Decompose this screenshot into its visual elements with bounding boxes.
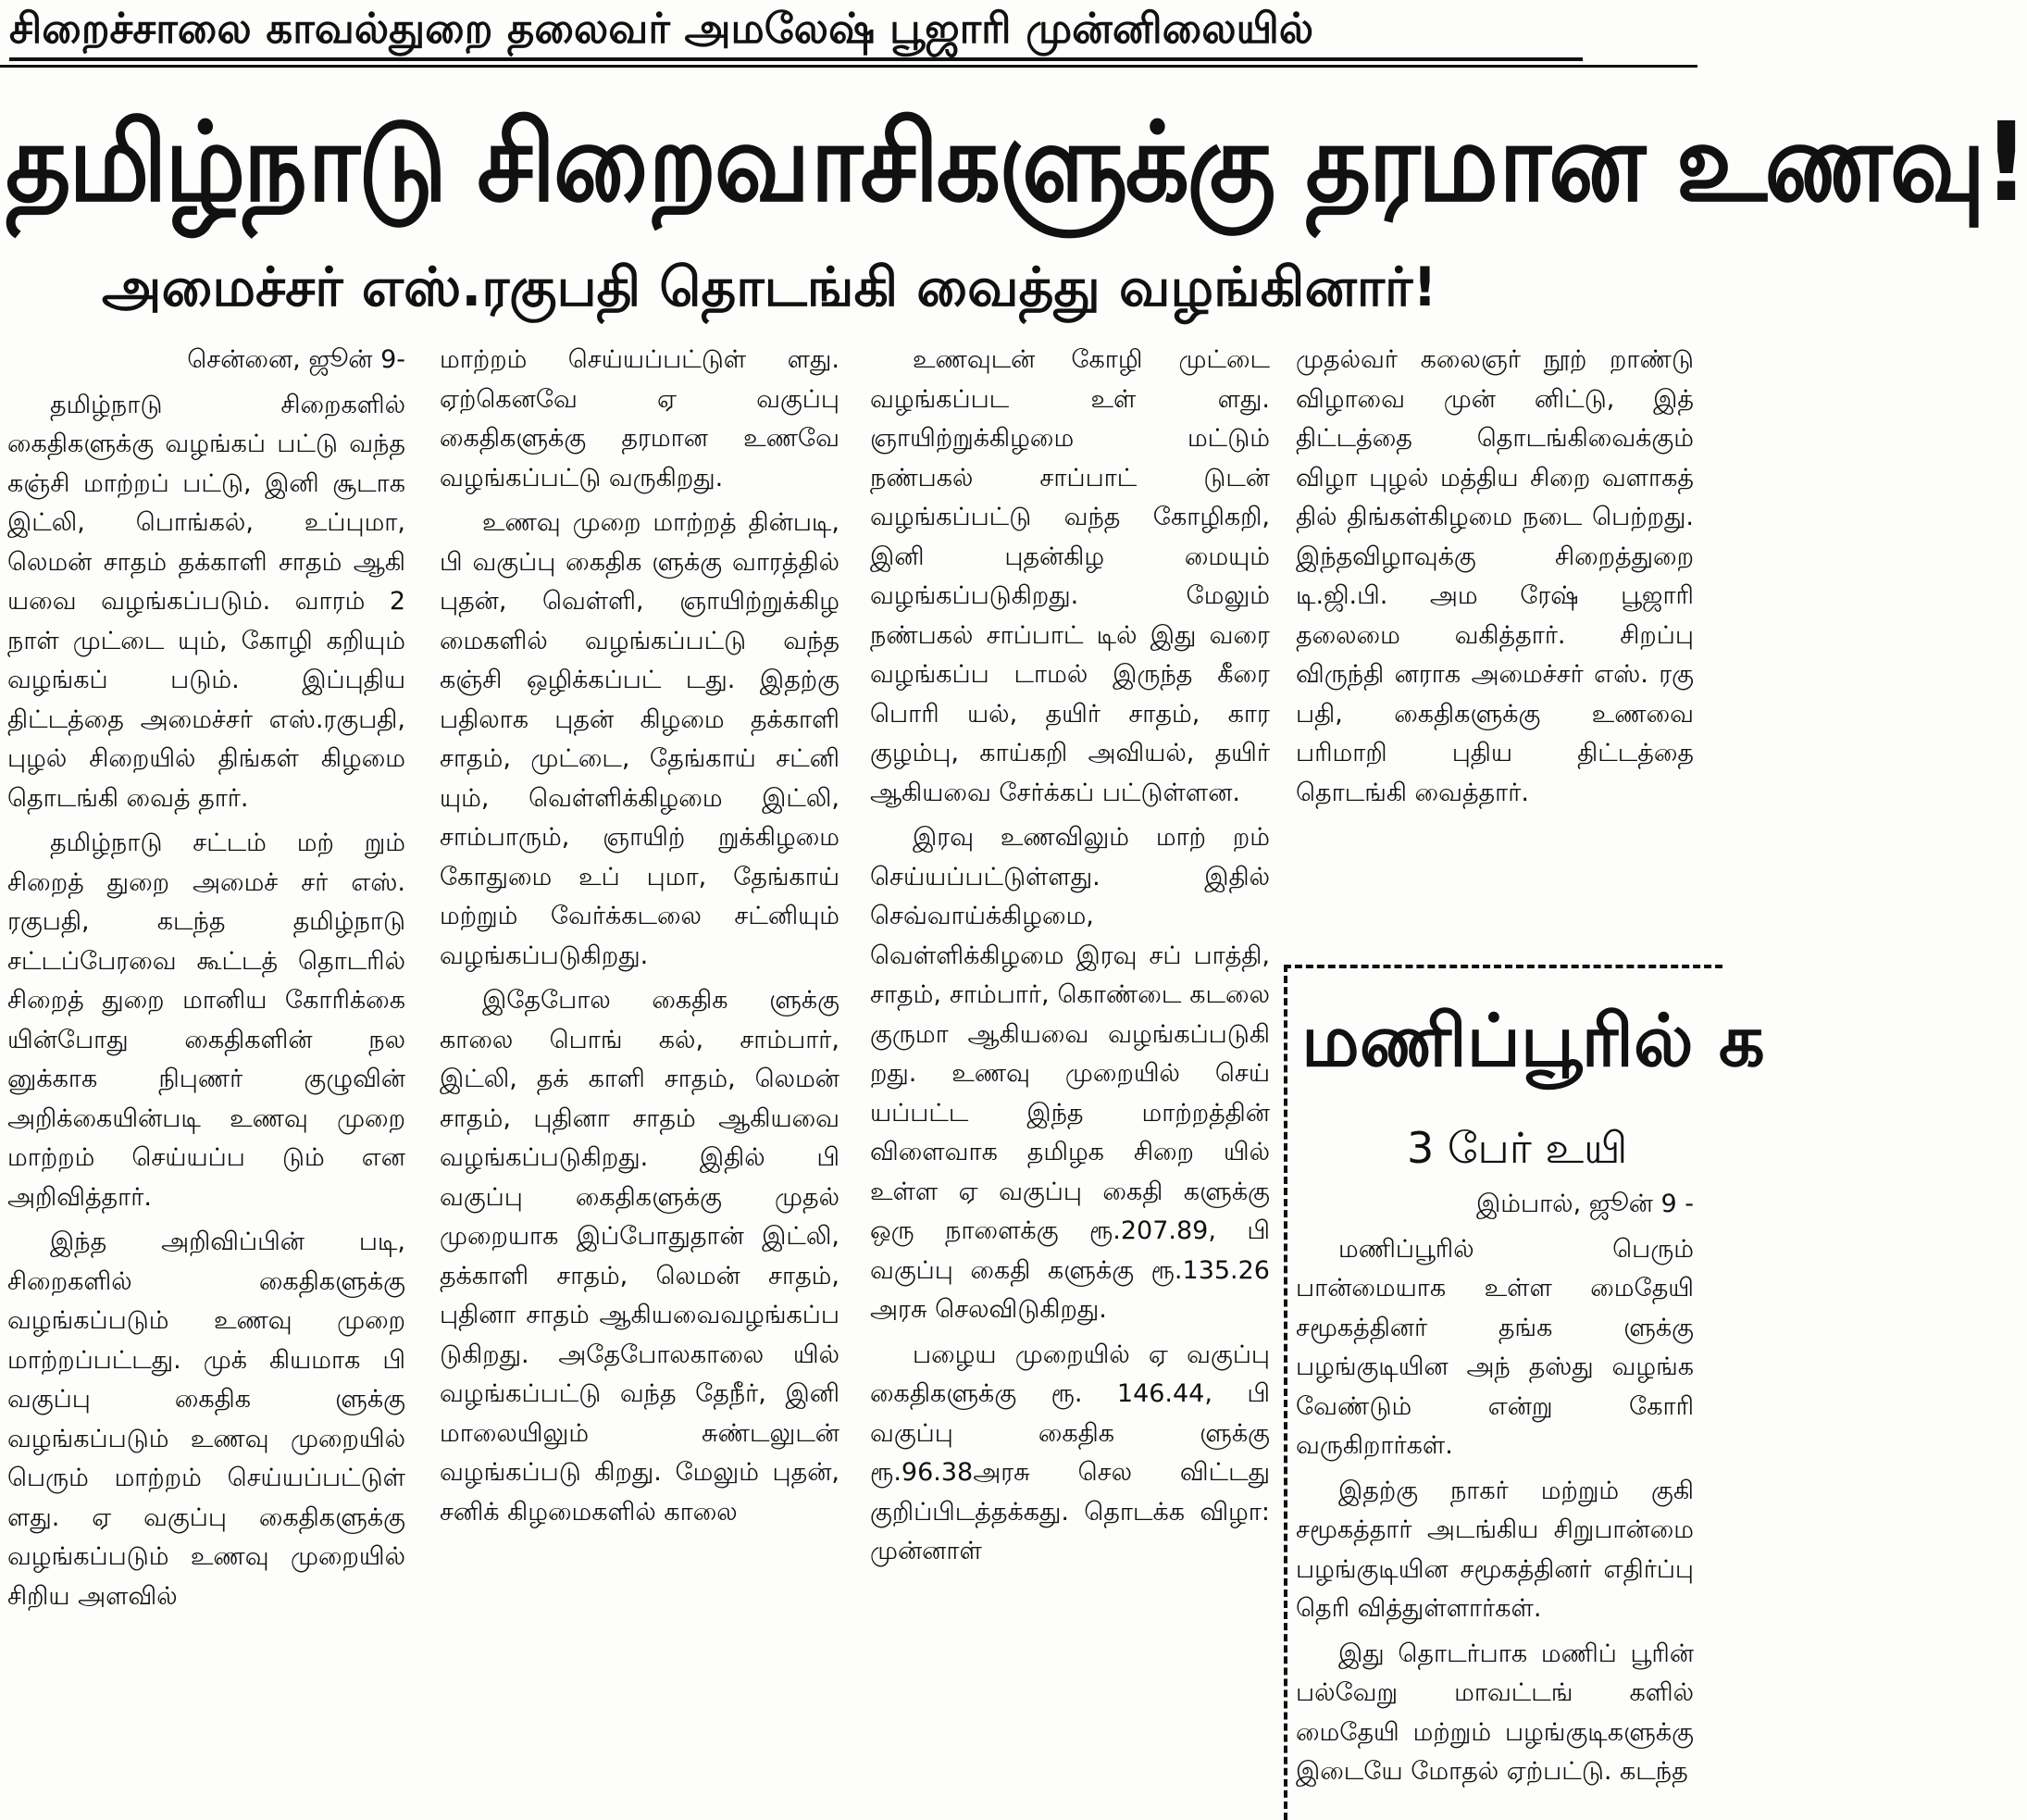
kicker-line: சிறைச்சாலை காவல்துறை தலைவர் அமலேஷ் பூஜாரி முன்னிலையில் (9, 0, 1583, 61)
sidebar-paragraph: மணிப்பூரில் பெரும் பான்மையாக உள்ள மைதேயி சமூகத்தினர் தங்க ளுக்கு பழங்குடியின அந் தஸ்து வழங்க வேண்டும் என்று கோரி வருகிறார்கள். (1296, 1234, 1694, 1460)
article-column-4 (1296, 341, 1694, 961)
sidebar-article (1296, 1185, 1694, 1787)
article-paragraph: உணவு முறை மாற்றத் தின்படி, பி வகுப்பு கைதிக ளுக்கு வாரத்தில் புதன், வெள்ளி, ஞாயிற்றுக்கிழ மைகளில் வழங்கப்பட்டு வந்த கஞ்சி ஒழிக்கப்பட் டது. இதற்கு பதிலாக புதன் கிழமை தக்காளி சாதம், முட்டை, தேங்காய் சட்னி யும், வெள்ளிக்கிழமை இட்லி, சாம்பாரும், ஞாயிற் றுக்கிழமை கோதுமை உப் புமா, தேங்காய் மற்றும் வேர்க்கடலை சட்னியும் வழங்கப்படுகிறது. (440, 508, 839, 970)
sub-headline: அமைச்சர் எஸ்.ரகுபதி தொடங்கி வைத்து வழங்கினார்! (102, 256, 1437, 318)
main-headline: தமிழ்நாடு சிறைவாசிகளுக்கு தரமான உணவு! (6, 98, 2027, 226)
dateline: சென்னை, ஜூன் 9- (187, 345, 405, 374)
sidebar-subheadline: 3 பேர் உயி (1407, 1123, 1628, 1173)
article-paragraph: பழைய முறையில் ஏ வகுப்பு கைதிகளுக்கு ரூ. 146.44, பி வகுப்பு கைதிக ளுக்கு ரூ.96.38அரசு செல விட்டது குறிப்பிடத்தக்கது. தொடக்க விழா: முன்னாள் (870, 1340, 1270, 1565)
article-column-1 (7, 341, 405, 1785)
article-column-2 (440, 341, 839, 1785)
sidebar-dateline: இம்பால், ஜூன் 9 - (1475, 1190, 1694, 1218)
sidebar-headline: மணிப்பூரில் க (1301, 1000, 1765, 1083)
article-paragraph: முதல்வர் கலைஞர் நூற் றாண்டு விழாவை முன் னிட்டு, இத் திட்டத்தை தொடங்கிவைக்கும் விழா புழல் மத்திய சிறை வளாகத் தில் திங்கள்கிழமை நடை பெற்றது. இந்தவிழாவுக்கு சிறைத்துறை டி.ஜி.பி. அம ரேஷ் பூஜாரி தலைமை வகித்தார். சிறப்பு விருந்தி னராக அமைச்சர் எஸ். ரகு பதி, கைதிகளுக்கு உணவை பரிமாறி புதிய திட்டத்தை தொடங்கி வைத்தார். (1296, 345, 1694, 807)
article-paragraph: உணவுடன் கோழி முட்டை வழங்கப்பட உள் ளது. ஞாயிற்றுக்கிழமை மட்டும் நண்பகல் சாப்பாட் டுடன் வழங்கப்பட்டு வந்த கோழிகறி, இனி புதன்கிழ மையும் வழங்கப்படுகிறது. மேலும் நண்பகல் சாப்பாட் டில் இது வரை வழங்கப்ப டாமல் இருந்த கீரை பொரி யல், தயிர் சாதம், கார குழம்பு, காய்கறி அவியல், தயிர் ஆகியவை சேர்க்கப் பட்டுள்ளன. (870, 345, 1270, 807)
top-rule (0, 65, 1697, 68)
article-column-3 (870, 341, 1270, 1785)
article-paragraph: இந்த அறிவிப்பின் படி, சிறைகளில் கைதிகளுக்கு வழங்கப்படும் உணவு முறை மாற்றப்பட்டது. முக் கியமாக பி வகுப்பு கைதிக ளுக்கு வழங்கப்படும் உணவு முறையில் பெரும் மாற்றம் செய்யப்பட்டுள் ளது. ஏ வகுப்பு கைதிகளுக்கு வழங்கப்படும் உணவு முறையில் சிறிய அளவில் (7, 1228, 405, 1611)
sidebar-paragraph: இது தொடர்பாக மணிப் பூரின் பல்வேறு மாவட்டங் களில் மைதேயி மற்றும் பழங்குடிகளுக்கு இடையே மோதல் ஏற்பட்டு. கடந்த (1296, 1639, 1694, 1786)
article-paragraph: இதேபோல கைதிக ளுக்கு காலை பொங் கல், சாம்பார், இட்லி, தக் காளி சாதம், லெமன் சாதம், புதினா சாதம் ஆகியவை வழங்கப்படுகிறது. இதில் பி வகுப்பு கைதிகளுக்கு முதல் முறையாக இப்போதுதான் இட்லி, தக்காளி சாதம், லெமன் சாதம், புதினா சாதம் ஆகியவைவழங்கப்ப டுகிறது. அதேபோலகாலை யில் வழங்கப்பட்டு வந்த தேநீர், இனி மாலையிலும் சுண்டலுடன் வழங்கப்படு கிறது. மேலும் புதன், சனிக் கிழமைகளில் காலை (440, 986, 839, 1527)
article-paragraph: தமிழ்நாடு சிறைகளில் கைதிகளுக்கு வழங்கப் பட்டு வந்த கஞ்சி மாற்றப் பட்டு, இனி சூடாக இட்லி, பொங்கல், உப்புமா, லெமன் சாதம் தக்காளி சாதம் ஆகி யவை வழங்கப்படும். வாரம் 2 நாள் முட்டை யும், கோழி கறியும் வழங்கப் படும். இப்புதிய திட்டத்தை அமைச்சர் எஸ்.ரகுபதி, புழல் சிறையில் திங்கள் கிழமை தொடங்கி வைத் தார். (7, 390, 405, 813)
article-paragraph: மாற்றம் செய்யப்பட்டுள் ளது. ஏற்கெனவே ஏ வகுப்பு கைதிகளுக்கு தரமான உணவே வழங்கப்பட்டு வருகிறது. (440, 345, 839, 492)
article-paragraph: இரவு உணவிலும் மாற் றம் செய்யப்பட்டுள்ளது. இதில் செவ்வாய்க்கிழமை, வெள்ளிக்கிழமை இரவு சப் பாத்தி, சாதம், சாம்பார், கொண்டை கடலை குருமா ஆகியவை வழங்கப்படுகி றது. உணவு முறையில் செய் யப்பட்ட இந்த மாற்றத்தின் விளைவாக தமிழக சிறை யில் உள்ள ஏ வகுப்பு கைதி களுக்கு ஒரு நாளைக்கு ரூ.207.89, பி வகுப்பு கைதி களுக்கு ரூ.135.26 அரசு செலவிடுகிறது. (870, 823, 1270, 1324)
sidebar-paragraph: இதற்கு நாகர் மற்றும் குகி சமூகத்தார் அடங்கிய சிறுபான்மை பழங்குடியின சமூகத்தினர் எதிர்ப்பு தெரி வித்துள்ளார்கள். (1296, 1476, 1694, 1623)
article-paragraph: தமிழ்நாடு சட்டம் மற் றும் சிறைத் துறை அமைச் சர் எஸ். ரகுபதி, கடந்த தமிழ்நாடு சட்டப்பேரவை கூட்டத் தொடரில் சிறைத் துறை மானிய கோரிக்கை யின்போது கைதிகளின் நல னுக்காக நிபுணர் குழுவின் அறிக்கையின்படி உணவு முறை மாற்றம் செய்யப்ப டும் என அறிவித்தார். (7, 829, 405, 1212)
